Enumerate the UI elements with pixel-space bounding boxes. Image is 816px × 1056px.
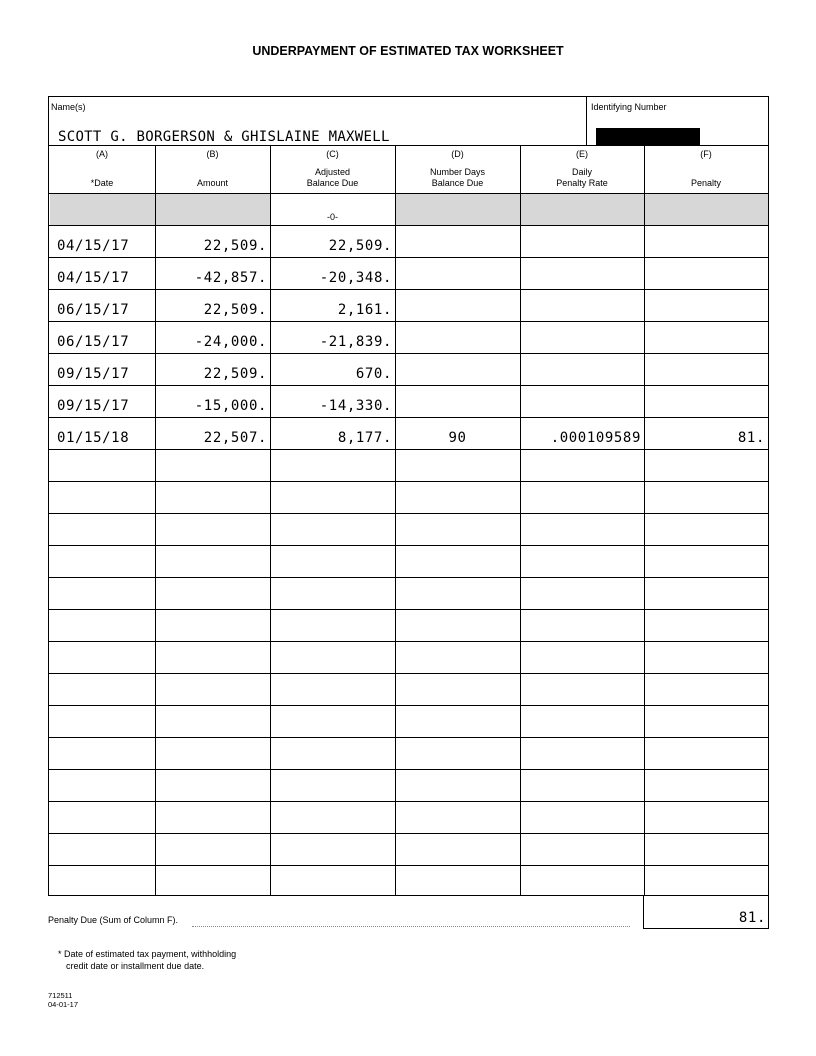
cell-balance: -14,330. xyxy=(319,398,392,414)
cell-date: 06/15/17 xyxy=(57,334,130,350)
cell-date: 09/15/17 xyxy=(57,398,130,414)
row-divider xyxy=(49,513,768,514)
column-header xyxy=(270,145,395,193)
cell-balance: 2,161. xyxy=(337,302,392,318)
column-header xyxy=(155,145,270,193)
cell-balance: -21,839. xyxy=(319,334,392,350)
cell-date: 04/15/17 xyxy=(57,238,130,254)
row-divider xyxy=(49,385,768,386)
column-header xyxy=(644,145,768,193)
cell-amount: -24,000. xyxy=(194,334,267,350)
names-label: Name(s) xyxy=(51,102,86,112)
column-label: Amount xyxy=(196,178,229,188)
column-letter: (E) xyxy=(576,149,588,159)
form-code xyxy=(48,992,78,1009)
row-divider xyxy=(49,545,768,546)
footnote-line: * Date of estimated tax payment, withholding xyxy=(58,949,237,959)
row-divider xyxy=(49,289,768,290)
shaded-cell xyxy=(521,194,644,225)
column-label: *Date xyxy=(90,178,114,188)
row-divider xyxy=(49,225,768,226)
row-divider xyxy=(49,609,768,610)
row-divider xyxy=(49,833,768,834)
cell-penalty: 81. xyxy=(737,430,765,446)
row-divider xyxy=(49,481,768,482)
row-divider xyxy=(49,673,768,674)
row-divider xyxy=(49,801,768,802)
footnote xyxy=(58,949,236,972)
column-letter: (A) xyxy=(96,149,108,159)
row-divider xyxy=(49,737,768,738)
shaded-cell xyxy=(156,194,270,225)
redacted-identifying-number xyxy=(596,128,700,145)
cell-date: 04/15/17 xyxy=(57,270,130,286)
row-divider xyxy=(49,321,768,322)
penalty-total-value: 81. xyxy=(738,910,766,926)
cell-amount: 22,509. xyxy=(203,238,267,254)
column-label: Penalty xyxy=(690,178,722,188)
column-header xyxy=(395,145,520,193)
leader-dots xyxy=(192,926,630,927)
column-letter: (D) xyxy=(451,149,464,159)
identifying-number-label: Identifying Number xyxy=(591,102,667,112)
column-label: Adjusted Balance Due xyxy=(306,167,359,188)
cell-days: 90 xyxy=(448,430,467,446)
row-divider xyxy=(49,417,768,418)
column-letter: (F) xyxy=(700,149,712,159)
form-code-date: 04-01-17 xyxy=(48,999,79,1009)
taxpayer-names: SCOTT G. BORGERSON & GHISLAINE MAXWELL xyxy=(58,129,390,145)
column-label: Daily Penalty Rate xyxy=(556,167,608,188)
row-divider xyxy=(49,353,768,354)
shaded-cell xyxy=(645,194,768,225)
penalty-due-label: Penalty Due (Sum of Column F). xyxy=(48,915,179,925)
cell-amount: 22,509. xyxy=(203,366,267,382)
column-letter: (C) xyxy=(326,149,339,159)
worksheet-table xyxy=(48,96,769,896)
row-divider xyxy=(49,257,768,258)
cell-amount: -42,857. xyxy=(194,270,267,286)
cell-amount: 22,507. xyxy=(203,430,267,446)
initial-balance: -0- xyxy=(327,212,338,222)
cell-balance: 22,509. xyxy=(328,238,392,254)
row-divider xyxy=(49,769,768,770)
form-code-number: 712511 xyxy=(48,991,73,1000)
column-letter: (B) xyxy=(206,149,219,159)
cell-rate: .000109589 xyxy=(550,430,641,446)
cell-date: 01/15/18 xyxy=(57,430,130,446)
shaded-cell xyxy=(50,194,155,225)
row-divider xyxy=(49,865,768,866)
column-label: Number Days Balance Due xyxy=(429,167,485,188)
cell-amount: 22,509. xyxy=(203,302,267,318)
column-header xyxy=(49,145,155,193)
cell-date: 06/15/17 xyxy=(57,302,130,318)
cell-balance: 670. xyxy=(355,366,392,382)
shaded-cell xyxy=(396,194,520,225)
cell-date: 09/15/17 xyxy=(57,366,130,382)
row-divider xyxy=(49,577,768,578)
penalty-total-box xyxy=(643,896,769,929)
row-divider xyxy=(49,193,768,194)
row-divider xyxy=(49,705,768,706)
name-header xyxy=(49,97,768,146)
footnote-line: credit date or installment due date. xyxy=(66,960,205,971)
cell-balance: 8,177. xyxy=(337,430,392,446)
cell-balance: -20,348. xyxy=(319,270,392,286)
divider xyxy=(586,97,587,145)
column-header xyxy=(520,145,644,193)
row-divider xyxy=(49,641,768,642)
worksheet-title: UNDERPAYMENT OF ESTIMATED TAX WORKSHEET xyxy=(252,44,564,58)
row-divider xyxy=(49,449,768,450)
cell-amount: -15,000. xyxy=(194,398,267,414)
